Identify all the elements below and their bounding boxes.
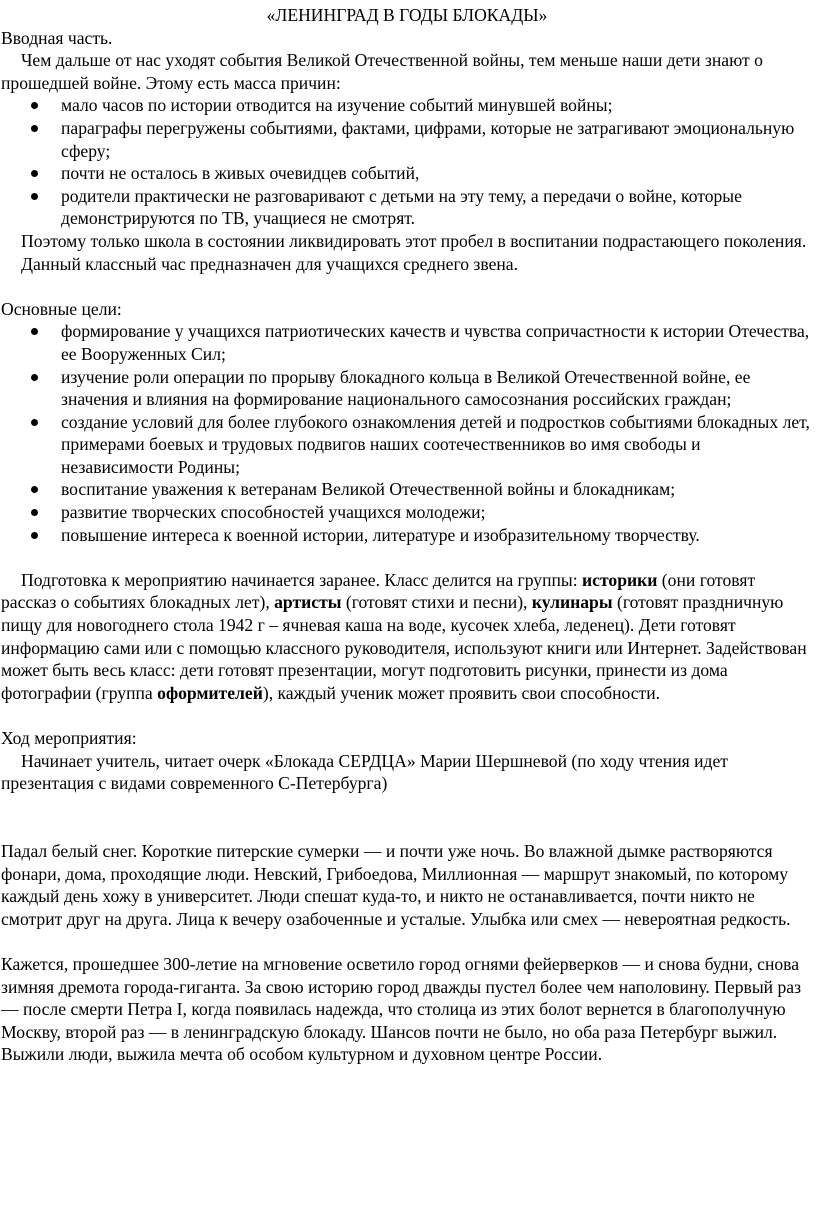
spacer [1,704,813,727]
list-item [1,478,813,501]
list-item [1,320,813,365]
intro-paragraph: Чем дальше от нас уходят события Великой Отечественной войны, тем меньше наши дети знают о прошедшей войне. Этому есть масса причин: [1,50,763,93]
bullet-icon [31,509,38,516]
intro-conclusion: Поэтому только школа в состоянии ликвидировать этот пробел в воспитании подрастающего поколения. [21,230,807,251]
bullet-icon [31,419,38,426]
bullet-icon [31,193,38,200]
intro-heading: Вводная часть. [1,27,113,48]
bullet-icon [31,486,38,493]
group-historians: историки [582,569,658,590]
bullet-icon [31,102,38,109]
preparation-text: (готовят праздничную пищу для новогоднего стола 1942 г – ячневая каша на воде, кусочек хлеба, леденец). Дети готовят информацию сами или с помощью классного руководителя, используют книги или Интернет. Задействован может быть весь класс: дети готовят презентации, могут подготовить рисунки, принести из дома фотографии (группа [1,592,807,703]
list-item-text: формирование у учащихся патриотических качеств и чувства сопричастности к истории Отечества, ее Вооруженных Сил; [61,321,810,364]
bullet-icon [31,374,38,381]
document-title: «ЛЕНИНГРАД В ГОДЫ БЛОКАДЫ» [266,5,548,25]
document-page [1,4,813,1066]
list-item-text: развитие творческих способностей учащихся молодежи; [61,502,486,523]
intro-audience: Данный классный час предназначен для учащихся среднего звена. [21,253,518,274]
group-designers: оформителей [157,682,263,703]
spacer [1,795,813,818]
bullet-icon [31,125,38,132]
list-item-text: почти не осталось в живых очевидцев событий, [61,163,420,184]
list-item-text: повышение интереса к военной истории, литературе и изобразительному творчеству. [61,524,700,545]
bullet-icon [31,170,38,177]
reasons-list [1,94,813,230]
list-item [1,501,813,524]
list-item [1,366,813,411]
list-item [1,185,813,230]
preparation-paragraph [1,569,813,705]
preparation-text: (готовят стихи и песни), [341,592,532,613]
preparation-text: ), каждый ученик может проявить свои способности. [262,682,661,703]
list-item-text: мало часов по истории отводится на изучение событий минувшей войны; [61,95,613,116]
list-item [1,117,813,162]
group-artists: артисты [274,592,342,613]
goals-heading: Основные цели: [1,298,122,319]
course-paragraph: Начинает учитель, читает очерк «Блокада СЕРДЦА» Марии Шершневой (по ходу чтения идет презентация с видами современного С-Петербурга) [1,750,728,794]
bullet-icon [31,328,38,335]
list-item-text: изучение роли операции по прорыву блокадного кольца в Великой Отечественной войне, ее значения и влияния на формирование национального самосознания российских граждан; [61,366,751,410]
goals-list [1,320,813,546]
list-item-text: родители практически не разговаривают с детьми на эту тему, а передачи о войне, которые демонстрируются по ТВ, учащиеся не смотрят. [61,185,742,229]
course-heading: Ход мероприятия: [1,728,137,748]
preparation-text: Подготовка к мероприятию начинается заранее. Класс делится на группы: [21,569,583,590]
list-item [1,411,813,479]
spacer [1,930,813,953]
list-item [1,162,813,185]
list-item-text: параграфы перегружены событиями, фактами, цифрами, которые не затрагивают эмоциональную сферу; [61,117,795,161]
essay-paragraph-1: Падал белый снег. Короткие питерские сумерки — и почти уже ночь. Во влажной дымке растворяются фонари, дома, проходящие люди. Невский, Грибоедова, Миллионная — маршрут знакомый, по которому каждый день хожу в университет. Люди спешат куда-то, и никто не останавливается, почти никто не смотрит друг на друга. Лица к вечеру озабоченные и усталые. Улыбка или смех — невероятная редкость. [1,840,791,929]
group-cooks: кулинары [531,592,613,613]
spacer [1,817,813,840]
essay-paragraph-2: Кажется, прошедшее 300-летие на мгновение осветило город огнями фейерверков — и снова будни, снова зимняя дремота города-гиганта. За свою историю город дважды пустел более чем наполовину. Первый раз — после смерти Петра I, когда появилась надежда, что столица из этих болот вернется в благополучную Москву, второй раз — в ленинградскую блокаду. Шансов почти не было, но оба раза Петербург выжил. Выжили люди, выжила мечта об особом культурном и духовном центре России. [1,953,802,1065]
list-item-text: воспитание уважения к ветеранам Великой Отечественной войны и блокадникам; [61,479,676,500]
preparation-text: (они готовят рассказ о событиях блокадных лет), [1,569,756,613]
bullet-icon [31,532,38,539]
list-item [1,524,813,547]
spacer [1,546,813,569]
list-item [1,94,813,117]
spacer [1,275,813,298]
list-item-text: создание условий для более глубокого ознакомления детей и подростков событиями блокадных лет, примерами боевых и трудовых подвигов наших соотечественников во имя свободы и независимости Родины; [61,411,810,477]
